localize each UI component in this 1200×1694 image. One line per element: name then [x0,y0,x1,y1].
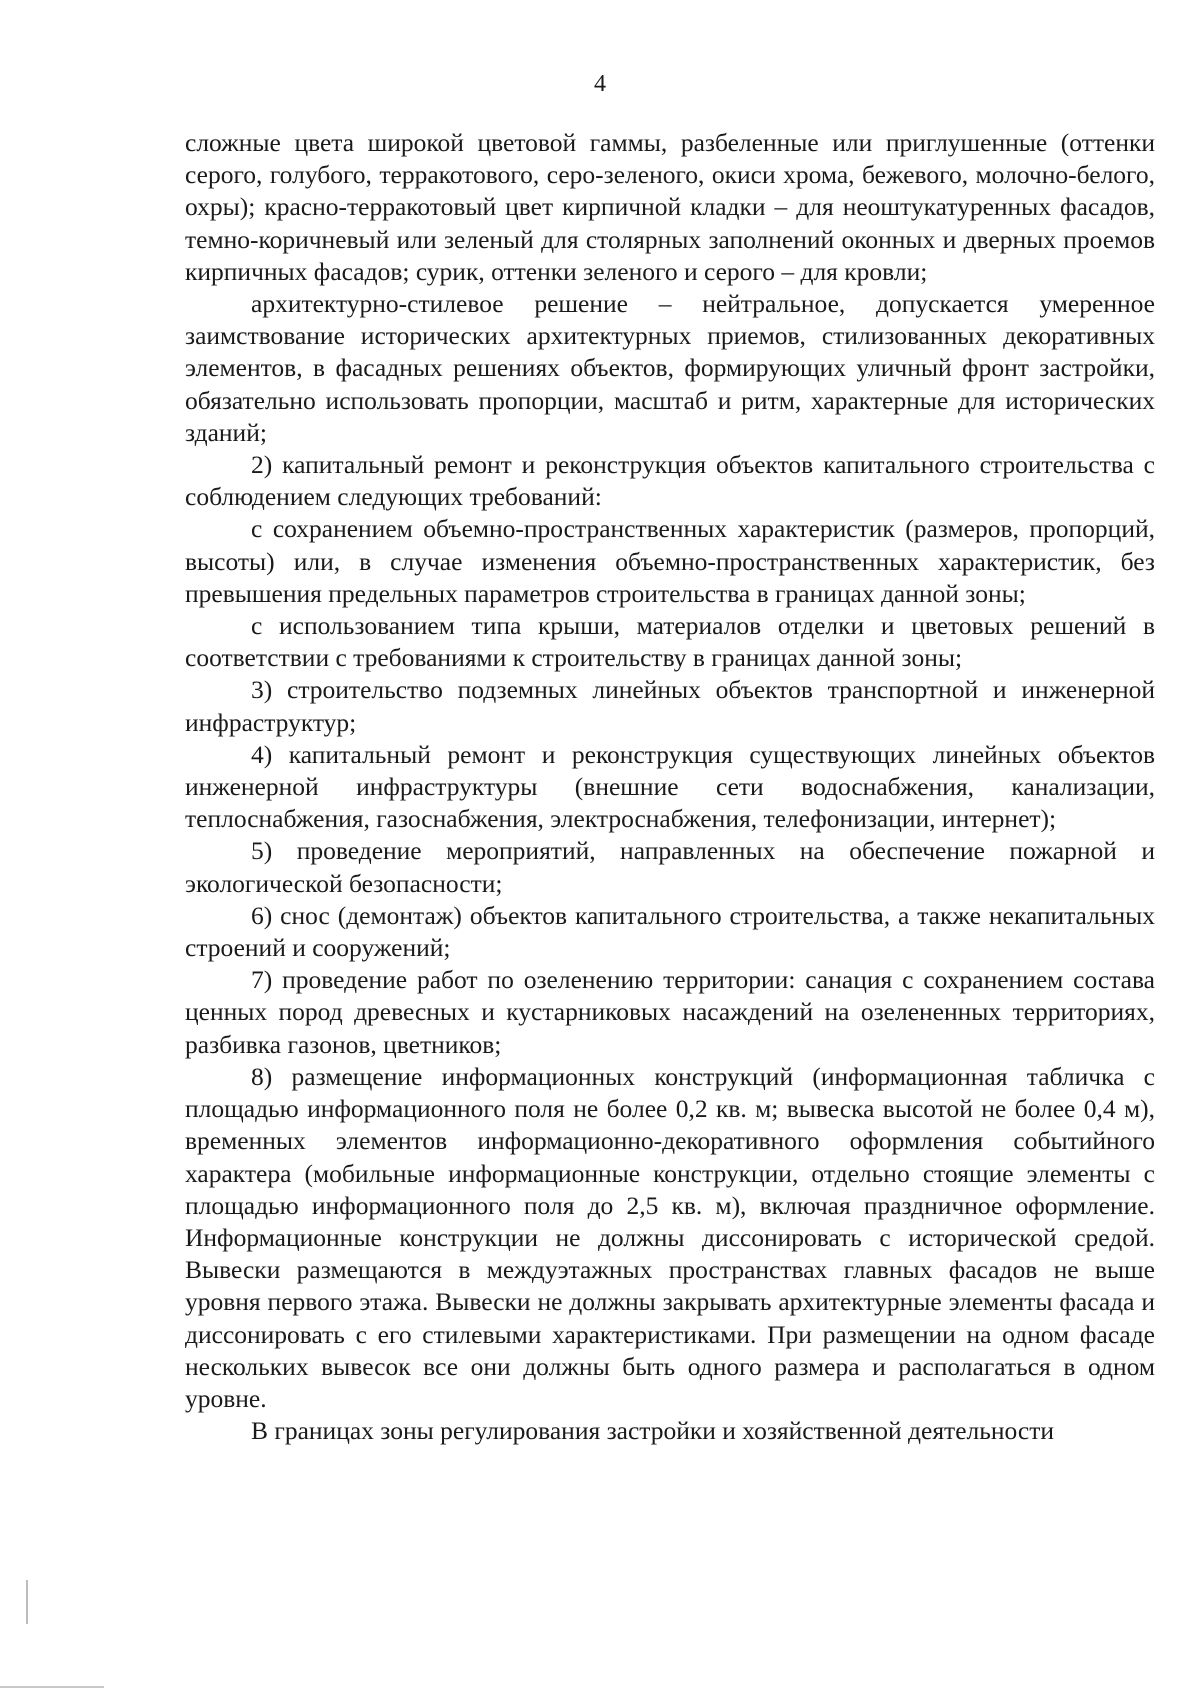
paragraph-item-8: 8) размещение информационных конструкций (информационная табличка с площадью информационного поля не более 0,2 кв. м; вывеска высотой не более 0,4 м), временных элементов информационно-декоративного оформления событийного характера (мобильные информационные конструкции, отдельно стоящие элементы с площадью информационного поля до 2,5 кв. м), включая праздничное оформление. Информационные конструкции не должны диссонировать с исторической средой. Вывески размещаются в междуэтажных пространствах главных фасадов не выше уровня первого этажа. Вывески не должны закрывать архитектурные элементы фасада и диссонировать с его стилевыми характеристиками. При размещении на одном фасаде нескольких вывесок все они должны быть одного размера и располагаться в одном уровне. [185,1061,1155,1413]
paragraph-item-2: 2) капитальный ремонт и реконструкция объектов капитального строительства с соблюдением следующих требований: [185,450,1155,512]
scan-artifact-left [26,1580,28,1624]
paragraph-item-3: 3) строительство подземных линейных объектов транспортной и инженерной инфраструктур; [185,675,1155,737]
paragraph-item-2-roof: с использованием типа крыши, материалов отделки и цветовых решений в соответствии с требованиями к строительству в границах данной зоны; [185,611,1155,673]
paragraph-regulation-zone: В границах зоны регулирования застройки и хозяйственной деятельности [251,1416,1055,1446]
paragraph-item-5: 5) проведение мероприятий, направленных на обеспечение пожарной и экологической безопасности; [185,836,1155,898]
page-number: 4 [594,71,606,97]
paragraph-item-2-volume: с сохранением объемно-пространственных характеристик (размеров, пропорций, высоты) или, в случае изменения объемно-пространственных характеристик, без превышения предельных параметров строительства в границах данной зоны; [185,514,1155,608]
paragraph-item-4: 4) капитальный ремонт и реконструкция существующих линейных объектов инженерной инфраструктуры (внешние сети водоснабжения, канализации, теплоснабжения, газоснабжения, электроснабжения, телефонизации, интернет); [185,739,1155,834]
paragraph-continuation: сложные цвета широкой цветовой гаммы, разбеленные или приглушенные (оттенки серого, голубого, терракотового, серо-зеленого, окиси хрома, бежевого, молочно-белого, охры); красно-терракотовый цвет кирпичной кладки – для неоштукатуренных фасадов, темно-коричневый или зеленый для столярных заполнений оконных и дверных проемов кирпичных фасадов; сурик, оттенки зеленого и серого – для кровли; [185,128,1155,286]
scan-artifact-bottom [0,1686,104,1688]
paragraph-item-6: 6) снос (демонтаж) объектов капитального строительства, а также некапитальных строений и сооружений; [185,900,1155,963]
body-text [185,127,1155,1447]
paragraph-architectural-style: архитектурно-стилевое решение – нейтральное, допускается умеренное заимствование исторических архитектурных приемов, стилизованных декоративных элементов, в фасадных решениях объектов, формирующих уличный фронт застройки, обязательно использовать пропорции, масштаб и ритм, характерные для исторических зданий; [185,289,1155,447]
paragraph-item-7: 7) проведение работ по озеленению территории: санация с сохранением состава ценных пород древесных и кустарниковых насаждений на озелененных территориях, разбивка газонов, цветников; [185,965,1155,1059]
